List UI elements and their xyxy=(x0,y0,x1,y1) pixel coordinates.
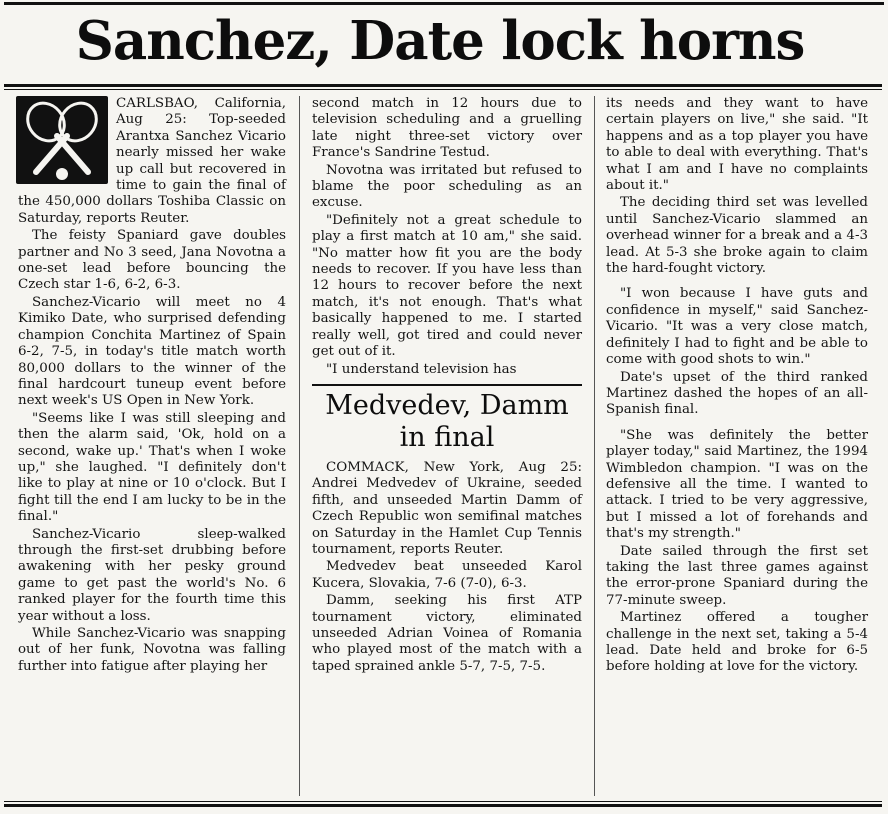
paragraph: Medvedev beat unseeded Karol Kucera, Slovakia, 7-6 (7-0), 6-3. xyxy=(312,559,582,591)
column-3 xyxy=(606,96,868,677)
headline-rule xyxy=(4,84,882,90)
paragraph: Date sailed through the first set taking the last three games against the error-prone Spaniard during the 77-minute sweep. xyxy=(606,543,868,608)
story-divider xyxy=(312,384,582,386)
paragraph: The feisty Spaniard gave doubles partner and No 3 seed, Jana Novotna a one-set lead before bouncing the Czech star 1-6, 6-2, 6-3. xyxy=(18,228,286,293)
paragraph: Date's upset of the third ranked Martinez dashed the hopes of an all-Spanish final. xyxy=(606,369,868,418)
paragraph: Martinez offered a tougher challenge in the next set, taking a 5-4 lead. Date held and broke for 6-5 before holding at love for the victory. xyxy=(606,610,868,675)
paragraph: COMMACK, New York, Aug 25: Andrei Medvedev of Ukraine, seeded fifth, and unseeded Martin Damm of Czech Republic won semifinal matches on Saturday in the Hamlet Cup Tennis tournament, reports Reuter. xyxy=(312,459,582,557)
sub-headline: Medvedev, Damm in final xyxy=(325,389,569,453)
paragraph: second match in 12 hours due to television scheduling and a gruelling late night three-set victory over France's Sandrine Testud. xyxy=(312,96,582,161)
column-1 xyxy=(18,96,286,676)
paragraph: "She was definitely the better player today," said Martinez, the 1994 Wimbledon champion. "I was on the defensive all the time. I wanted to attack. I tried to be very aggressive, but I missed a lot of forehands and that's my strength." xyxy=(606,427,868,542)
bottom-rule xyxy=(4,801,882,807)
column-2 xyxy=(312,96,582,676)
paragraph: "I understand television has xyxy=(326,361,517,377)
paragraph: Sanchez-Vicario will meet no 4 Kimiko Date, who surprised defending champion Conchita Martinez of Spain 6-2, 7-5, in today's title match worth 80,000 dollars to the winner of the final hardcourt tuneup event before next week's US Open in New York. xyxy=(18,294,286,409)
article-headline: Sanchez, Date lock horns xyxy=(75,10,805,72)
column-divider xyxy=(594,96,595,796)
paragraph: "I won because I have guts and confidence in myself," said Sanchez-Vicario. "It was a very close match, definitely I had to fight and be able to come with good shots to win." xyxy=(606,286,868,368)
paragraph: "Definitely not a great schedule to play a first match at 10 am," she said. "No matter how fit you are the body needs to recover. If you have less than 12 hours to recover before the next match, it's not enough. That's what basically happened to me. I started really well, got tired and could never get out of it. xyxy=(312,212,582,360)
column-divider xyxy=(299,96,300,796)
paragraph: Sanchez-Vicario sleep-walked through the first-set drubbing before awakening with her pesky ground game to get past the world's No. 6 ranked player for the fourth time this year without a loss. xyxy=(18,526,286,624)
paragraph: Damm, seeking his first ATP tournament victory, eliminated unseeded Adrian Voinea of Romania who played most of the match with a taped sprained ankle 5-7, 7-5, 7-5. xyxy=(312,593,582,674)
paragraph: "Seems like I was still sleeping and then the alarm said, 'Ok, hold on a second, wake up.' That's when I woke up," she laughed. "I definitely don't like to play at nine or 10 o'clock. But I fight till the end I am lucky to be in the final." xyxy=(18,410,286,525)
paragraph: its needs and they want to have certain players on live," she said. "It happens and as a top player you have to able to deal with everything. That's what I am and I have no complaints about it." xyxy=(606,96,868,194)
paragraph: CARLSBAO, California, Aug 25: Top-seeded Arantxa Sanchez Vicario nearly missed her wake up call but recovered in time to gain the final of the 450,000 dollars Toshiba Classic on Saturday, reports Reuter. xyxy=(18,96,286,226)
paragraph: Novotna was irritated but refused to blame the poor scheduling as an excuse. xyxy=(312,162,582,211)
paragraph: The deciding third set was levelled until Sanchez-Vicario slammed an overhead winner for a break and a 4-3 lead. At 5-3 she broke again to claim the hard-fought victory. xyxy=(606,195,868,277)
paragraph: While Sanchez-Vicario was snapping out of her funk, Novotna was falling further into fatigue after playing her xyxy=(18,626,286,674)
crossed-tennis-rackets-icon xyxy=(16,96,108,184)
